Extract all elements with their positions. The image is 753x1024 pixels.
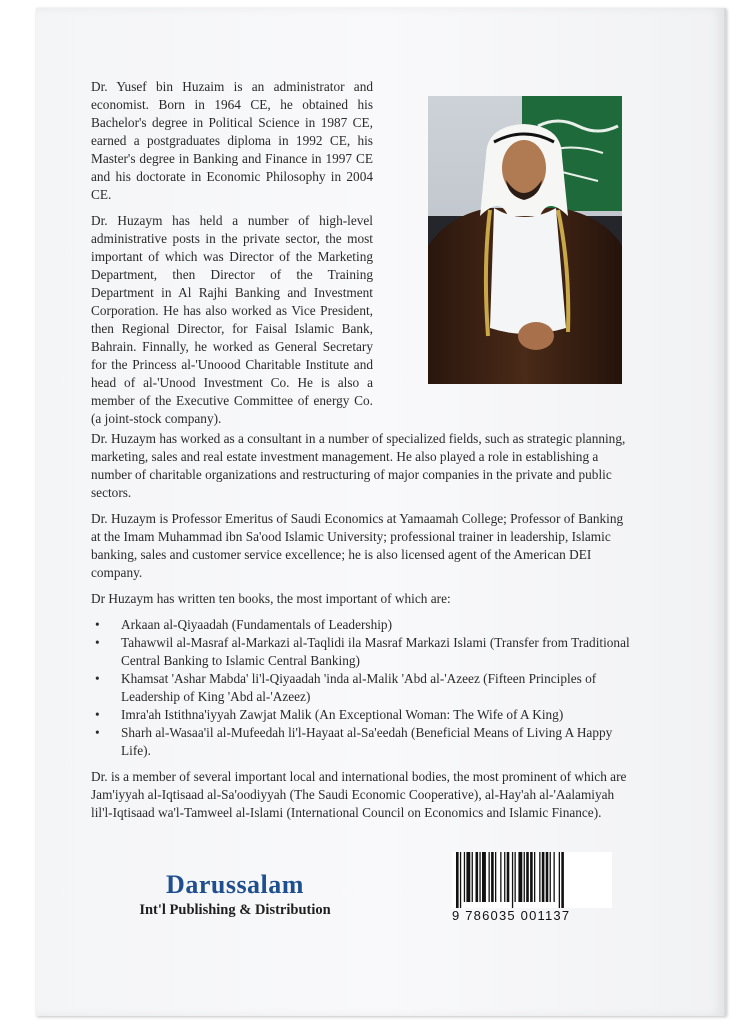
barcode-bar xyxy=(518,852,522,902)
barcode-bar xyxy=(530,852,533,902)
author-photo xyxy=(428,96,622,384)
barcode-bar xyxy=(515,852,516,902)
barcode-bar xyxy=(559,852,560,908)
bio-paragraph-career: Dr. Huzaym has held a number of high-level administrative posts in the private sector, the most important of which was Director of the Marketing Department, then Director of the Training Department in Al Rajhi Banking and Investment Corporation. He has also worked as Vice President, then Regional Director, for Faisal Islamic Bank, Bahrain. Finnally, he worked as General Secretary for the Princess al-'Unoood Charitable Institute and head of al-'Unood Investment Co. He is also a member of the Executive Committee of energy Co. (a joint-stock company). xyxy=(91,213,373,426)
barcode-bar xyxy=(550,852,551,902)
barcode-bar xyxy=(542,852,545,902)
author-bio-continued xyxy=(91,430,632,830)
barcode-bar xyxy=(512,852,513,908)
barcode-bar xyxy=(524,852,525,902)
author-bio-column xyxy=(91,78,373,436)
bio-paragraph-academic: Dr. Huzaym is Professor Emeritus of Saudi Economics at Yamaamah College; Professor of Banking at the Imam Muhammad ibn Sa'ood Islamic University; professional trainer in leadership, Islamic banking, sales and customer service excellence; he is also licensed agent of the American DEI company. xyxy=(91,511,624,580)
list-item: • Arkaan al-Qiyaadah (Fundamentals of Leadership) xyxy=(91,616,632,634)
barcode-bar xyxy=(489,852,490,902)
barcode-bar xyxy=(500,852,501,902)
barcode-bar xyxy=(482,852,486,902)
books-intro: Dr Huzaym has written ten books, the most important of which are: xyxy=(91,591,451,606)
books-list xyxy=(91,616,632,760)
barcode-bar xyxy=(504,852,505,902)
isbn-barcode xyxy=(452,852,612,926)
bio-paragraph-consulting: Dr. Huzaym has worked as a consultant in a number of specialized fields, such as strategic planning, marketing, sales and real estate investment management. He also played a role in establishing a number of charitable organizations and restructuring of major companies in the private and public sectors. xyxy=(91,431,626,500)
publisher-name: Darussalam xyxy=(166,870,304,899)
list-item: • Sharh al-Wasaa'il al-Mufeedah li'l-Hayaat al-Sa'eedah (Beneficial Means of Living A Happy Life). xyxy=(91,724,632,760)
barcode-bar xyxy=(466,852,470,902)
barcode-bar xyxy=(539,852,540,902)
list-item: • Khamsat 'Ashar Mabda' li'l-Qiyaadah 'inda al-Malik 'Abd al-'Azeez (Fifteen Principles of Leadership of King 'Abd al-'Azeez) xyxy=(91,670,632,706)
list-item: • Imra'ah Istithna'iyyah Zawjat Malik (An Exceptional Woman: The Wife of A King) xyxy=(91,706,632,724)
barcode-bar xyxy=(554,852,555,902)
bio-paragraph-memberships: Dr. is a member of several important local and international bodies, the most prominent of which are Jam'iyyah al-Iqtisaad al-Sa'oodiyyah (The Saudi Economic Cooperative), al-Hay'ah al-'Aalamiyah lil'l-Iqtisaad wa'l-Tamweel al-Islami (International Council on Economics and Islamic Finance). xyxy=(91,769,627,820)
publisher-logo xyxy=(110,870,360,920)
barcode-bar xyxy=(526,852,529,902)
barcode-bar xyxy=(534,852,535,902)
barcode-bar xyxy=(495,852,496,902)
barcode-bar xyxy=(561,852,564,908)
barcode-number: 9 786035 001137 xyxy=(452,908,571,923)
barcode-bar xyxy=(464,852,465,902)
barcode-bar xyxy=(546,852,549,902)
barcode-bar xyxy=(476,852,479,902)
barcode-bar xyxy=(479,852,480,902)
barcode-bar xyxy=(460,852,461,908)
barcode-bar xyxy=(507,852,510,902)
publisher-subtitle: Int'l Publishing & Distribution xyxy=(139,902,331,918)
barcode-bar xyxy=(472,852,473,902)
list-item: • Tahawwil al-Masraf al-Markazi al-Taqlidi ila Masraf Markazi Islami (Transfer from Traditional Central Banking to Islamic Central Banking) xyxy=(91,634,632,670)
barcode-bars xyxy=(452,852,612,908)
barcode-bar xyxy=(491,852,494,902)
bio-paragraph-education: Dr. Yusef bin Huzaim is an administrator and economist. Born in 1964 CE, he obtained his Bachelor's degree in Political Science in 1987 CE, earned a postgraduates diploma in 1992 CE, his Master's degree in Banking and Finance in 1997 CE and his doctorate in Economic Philosophy in 2004 CE. xyxy=(91,79,373,202)
barcode-bar xyxy=(456,852,459,908)
